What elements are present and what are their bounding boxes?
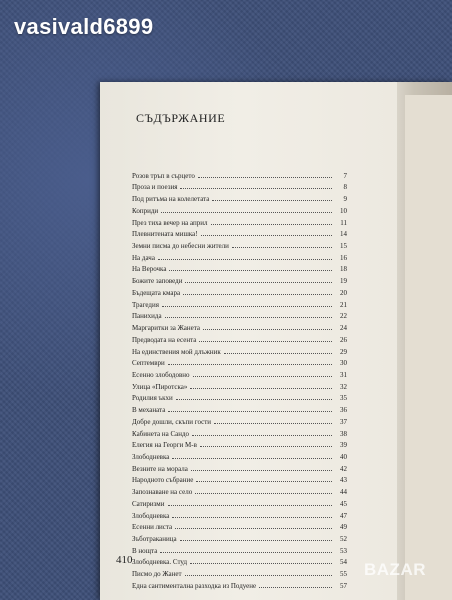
- toc-dot-leader: [200, 446, 332, 447]
- toc-entry-page: 57: [340, 581, 347, 590]
- toc-entry: [132, 332, 347, 344]
- toc-entry-title: Коприди: [132, 206, 159, 215]
- toc-entry: [132, 402, 347, 414]
- toc-entry-page: 45: [340, 499, 347, 508]
- toc-entry: [132, 285, 347, 297]
- toc-entry-page: 29: [340, 347, 347, 356]
- toc-entry-page: 42: [340, 464, 347, 473]
- toc-entry-title: На единствения мой длъжник: [132, 347, 221, 356]
- toc-entry-page: 31: [340, 370, 347, 379]
- toc-entry-title: Под ритъма на колелетата: [132, 195, 210, 204]
- toc-entry: [132, 215, 347, 227]
- toc-dot-leader: [193, 376, 332, 377]
- toc-dot-leader: [196, 481, 332, 482]
- toc-entry: [132, 238, 347, 250]
- toc-entry: [132, 262, 347, 274]
- toc-entry-page: 16: [340, 253, 347, 262]
- toc-entry-title: Земни писма до небесни жители: [132, 242, 229, 251]
- toc-entry-page: 19: [340, 277, 347, 286]
- toc-entry-title: Зъботраканица: [132, 535, 177, 543]
- toc-entry: [132, 391, 347, 403]
- toc-dot-leader: [185, 575, 332, 576]
- toc-entry: [132, 473, 347, 485]
- toc-entry-page: 22: [340, 312, 347, 321]
- toc-entry: [132, 320, 347, 332]
- toc-entry-title: През тиха вечер на април: [132, 218, 208, 227]
- toc-entry: [132, 168, 347, 180]
- toc-dot-leader: [168, 364, 332, 365]
- toc-dot-leader: [185, 282, 332, 283]
- toc-dot-leader: [161, 212, 332, 213]
- toc-entry-title: Везните на морала: [132, 464, 188, 473]
- toc-entry-page: 54: [340, 558, 347, 567]
- toc-entry-title: Сатиризми: [132, 499, 165, 508]
- toc-entry-title: Трагедия: [132, 300, 159, 309]
- toc-entry-title: Божите заповеди: [132, 277, 183, 286]
- toc-dot-leader: [168, 411, 332, 412]
- toc-entry-page: 52: [340, 535, 347, 543]
- toc-entry: [132, 543, 347, 555]
- toc-dot-leader: [158, 259, 332, 260]
- book-right-page: [405, 95, 452, 600]
- toc-entry: [132, 309, 347, 321]
- toc-entry-page: 35: [340, 394, 347, 403]
- toc-entry-title: Добре дошли, скъпи гости: [132, 417, 212, 426]
- toc-entry-title: В механата: [132, 406, 166, 415]
- toc-dot-leader: [198, 177, 332, 178]
- toc-entry-title: Септември: [132, 359, 165, 368]
- toc-entry-page: 37: [340, 417, 347, 426]
- toc-entry-page: 10: [340, 206, 347, 215]
- toc-entry-title: Плевнитената мишка!: [132, 230, 198, 239]
- toc-dot-leader: [211, 224, 332, 225]
- toc-entry-page: 36: [340, 406, 347, 415]
- toc-entry: [132, 566, 347, 578]
- toc-entry: [132, 273, 347, 285]
- toc-entry-page: 24: [340, 324, 347, 333]
- table-of-contents: [132, 168, 347, 590]
- toc-entry-title: Панихида: [132, 312, 162, 321]
- toc-entry-page: 9: [343, 195, 347, 204]
- toc-entry-title: Злободневка: [132, 511, 170, 520]
- toc-entry-title: Народното събрание: [132, 476, 194, 485]
- toc-entry-title: Елегия на Георги М-в: [132, 441, 197, 450]
- watermark-logo: BAZAR: [364, 560, 426, 579]
- toc-dot-leader: [160, 552, 332, 553]
- toc-entry-title: На дача: [132, 253, 155, 262]
- toc-dot-leader: [191, 470, 332, 471]
- toc-entry-page: 11: [340, 218, 347, 227]
- toc-dot-leader: [259, 587, 332, 588]
- toc-dot-leader: [190, 563, 332, 564]
- toc-entry-page: 20: [340, 288, 347, 297]
- toc-dot-leader: [180, 188, 332, 189]
- toc-dot-leader: [168, 505, 333, 506]
- toc-entry: [132, 555, 347, 567]
- toc-dot-leader: [165, 317, 332, 318]
- toc-entry: [132, 250, 347, 262]
- toc-entry-title: Кабинета на Сандо: [132, 429, 190, 438]
- toc-entry: [132, 449, 347, 461]
- toc-entry-title: Една сантиментална разходка из Подуене: [132, 581, 257, 590]
- toc-entry: [132, 367, 347, 379]
- toc-entry-page: 43: [340, 476, 347, 485]
- page-title: СЪДЪРЖАНИЕ: [136, 111, 226, 125]
- toc-entry: [132, 461, 347, 473]
- toc-entry-title: В нощта: [132, 546, 158, 555]
- toc-entry: [132, 438, 347, 450]
- toc-dot-leader: [190, 388, 332, 389]
- toc-entry-page: 38: [340, 429, 347, 438]
- toc-dot-leader: [175, 528, 332, 529]
- toc-dot-leader: [169, 270, 332, 271]
- toc-entry: [132, 191, 347, 203]
- toc-entry: [132, 356, 347, 368]
- toc-dot-leader: [172, 458, 332, 459]
- toc-dot-leader: [192, 435, 332, 436]
- page-number: 410: [116, 554, 133, 566]
- toc-entry: [132, 426, 347, 438]
- toc-dot-leader: [224, 353, 332, 354]
- toc-entry-page: 53: [340, 546, 347, 555]
- toc-entry-page: 21: [340, 300, 347, 309]
- toc-entry-page: 18: [340, 265, 347, 274]
- toc-dot-leader: [172, 517, 332, 518]
- toc-dot-leader: [180, 540, 332, 541]
- toc-dot-leader: [199, 341, 332, 342]
- toc-entry-title: Есенни листа: [132, 523, 173, 532]
- toc-entry: [132, 227, 347, 239]
- toc-entry-page: 40: [340, 452, 347, 461]
- toc-entry-title: Родилия ъкхи: [132, 394, 173, 403]
- toc-entry-page: 26: [340, 335, 347, 344]
- toc-entry: [132, 180, 347, 192]
- toc-entry-title: Запознаване на село: [132, 488, 193, 497]
- toc-dot-leader: [183, 294, 332, 295]
- toc-entry-page: 49: [340, 523, 347, 532]
- toc-entry-page: 30: [340, 359, 347, 368]
- toc-entry-page: 47: [340, 511, 347, 520]
- toc-entry-title: Розов тръп в сърцето: [132, 171, 195, 180]
- uploader-username: vasivald6899: [14, 14, 154, 39]
- toc-entry-title: Злободневка. Студ: [132, 558, 188, 567]
- toc-entry: [132, 297, 347, 309]
- toc-entry-title: Проза и поезия: [132, 183, 178, 192]
- toc-entry-page: 39: [340, 441, 347, 450]
- toc-entry: [132, 379, 347, 391]
- toc-entry-title: На Верочка: [132, 265, 167, 274]
- toc-entry-title: Писмо до Жанет: [132, 570, 182, 579]
- toc-entry: [132, 508, 347, 520]
- toc-entry-page: 15: [340, 242, 347, 251]
- toc-entry-title: Предводата на есента: [132, 335, 197, 344]
- toc-entry-title: Злободневка: [132, 452, 170, 461]
- toc-entry-page: 14: [340, 230, 347, 239]
- toc-entry-page: 44: [340, 488, 347, 497]
- toc-dot-leader: [232, 247, 332, 248]
- toc-entry: [132, 520, 347, 532]
- toc-entry-page: 55: [340, 570, 347, 579]
- toc-dot-leader: [162, 306, 332, 307]
- toc-entry-page: 7: [343, 171, 347, 180]
- toc-dot-leader: [203, 329, 332, 330]
- toc-entry-title: Маргаритки за Жанета: [132, 324, 200, 333]
- toc-dot-leader: [195, 493, 332, 494]
- toc-entry: [132, 484, 347, 496]
- toc-entry-title: Есенно злободовно: [132, 370, 190, 379]
- toc-entry: [132, 496, 347, 508]
- toc-dot-leader: [176, 399, 332, 400]
- toc-entry: [132, 578, 347, 590]
- toc-entry-page: 8: [343, 183, 347, 192]
- toc-entry-title: Бъдещата кмара: [132, 288, 181, 297]
- toc-dot-leader: [201, 235, 332, 236]
- toc-dot-leader: [212, 200, 332, 201]
- toc-entry-title: Улица «Пиротска»: [132, 382, 188, 391]
- toc-entry-page: 32: [340, 382, 347, 391]
- toc-entry: [132, 203, 347, 215]
- toc-entry: [132, 414, 347, 426]
- toc-dot-leader: [214, 423, 332, 424]
- toc-entry: [132, 344, 347, 356]
- toc-entry: [132, 531, 347, 543]
